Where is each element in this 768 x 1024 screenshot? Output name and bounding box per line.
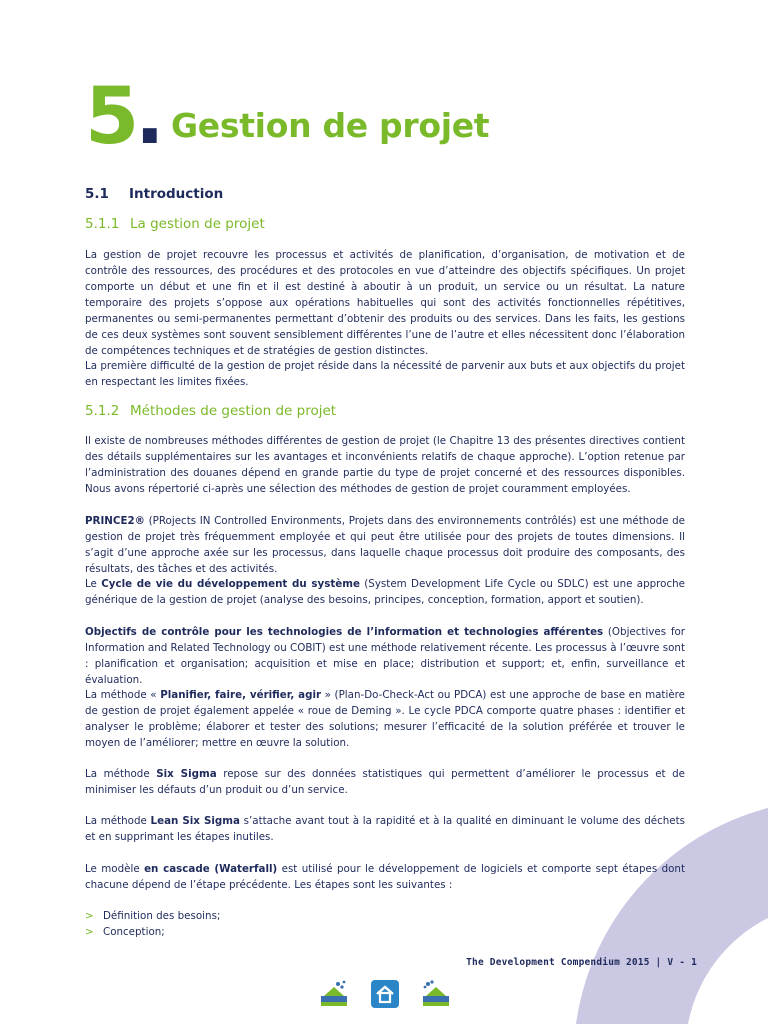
paragraph-lean-six-sigma (85, 813, 685, 845)
paragraph-text: Le (85, 578, 102, 590)
subsection-number: 5.1.1 (85, 216, 120, 232)
paragraph-project-management: La gestion de projet recouvre les processus et activités de planification, d’organisation, de motivation et de contrôle des ressources, des procédures et des protocoles en vue d’atteindre des objectifs spécifiques. Un projet comporte un début et une fin et il est destiné à aboutir à un produit, un service ou un résultat. La nature temporaire des projets s’oppose aux opérations habituelles qui sont des activités fonctionnelles répétitives, permanentes ou semi-permanentes permettant d’obtenir des produits ou des services. Dans les faits, les gestions de ces deux systèmes sont souvent sensiblement différentes l’une de l’autre et elles nécessitent donc l’élaboration de compétences techniques et de stratégies de gestion distinctes. (85, 249, 685, 357)
bullet-marker: > (85, 926, 94, 938)
term-six-sigma: Six Sigma (156, 768, 217, 780)
section-heading (85, 186, 223, 202)
chapter-number: 5 (85, 72, 138, 162)
next-chapter-icon[interactable] (420, 978, 452, 1010)
paragraph-text: La méthode (85, 815, 151, 827)
term-cobit: Objectifs de contrôle pour les technologies de l’information et technologies afférentes (85, 626, 604, 638)
section-title: Introduction (129, 186, 224, 202)
subsection-heading-2 (85, 403, 336, 419)
paragraph-text: est utilisé pour le développement de logiciels et comporte sept étapes dont chacune dépend de l’étape précédente. Les étapes sont les suivantes : (85, 863, 685, 891)
paragraph-methods-intro: Il existe de nombreuses méthodes différentes de gestion de projet (le Chapitre 13 des présentes directives contient des détails supplémentaires sur les avantages et inconvénients relatifs de chaque approche). L’option retenue par l’administration des douanes dépend en grande partie du type de projet concerné et des ressources disponibles. Nous avons répertorié ci-après une sélection des méthodes de gestion de projet couramment employées. (85, 435, 685, 495)
list-item (85, 908, 685, 924)
subsection-title: Méthodes de gestion de projet (130, 403, 337, 419)
subsection-number: 5.1.2 (85, 403, 120, 419)
paragraph-six-sigma (85, 766, 685, 798)
paragraph-text: » (Plan-Do-Check-Act ou PDCA) est une approche de base en matière de gestion de projet également appelée « roue de Deming ». Le cycle PDCA comporte quatre phases : identifier et analyser le problème; élaborer et tester des solutions; mesurer l’efficacité de la solution préférée et trouver le moyen de l’améliorer; mettre en œuvre la solution. (85, 689, 686, 749)
paragraph-text: (Objectives for Information and Related Technology ou COBIT) est une méthode relativement récente. Les processus à l’œuvre sont : planification et organisation; acquisition et mise en place; distribution et support; et, enfin, surveillance et évaluation. (85, 626, 685, 686)
navigation-icons (318, 978, 452, 1010)
paragraph-text: (PRojects IN Controlled Environments, Projets dans des environnements contrôlés) est une méthode de gestion de projet très fréquemment employée et qui peut être utilisée pour des projets de toutes dimensions. Il s’agit d’une approche axée sur les processus, dans laquelle chaque processus doit produire des composants, des résultats, des tâches et des activités. (85, 515, 685, 575)
term-waterfall: en cascade (Waterfall) (144, 863, 278, 875)
paragraph-waterfall (85, 861, 685, 893)
paragraph-text: Le modèle (85, 863, 145, 875)
paragraph-text: (System Development Life Cycle ou SDLC) est une approche générique de la gestion de projet (analyse des besoins, principes, conception, formation, apport et soutien). (85, 578, 685, 606)
bullet-marker: > (85, 910, 94, 922)
section-number: 5.1 (85, 186, 109, 202)
paragraph-text: La méthode « (85, 689, 161, 701)
paragraph-text: La méthode (85, 768, 157, 780)
list-item-text: Conception; (103, 926, 165, 938)
home-icon[interactable] (369, 978, 401, 1010)
list-item-text: Définition des besoins; (103, 910, 221, 922)
term-lean-six-sigma: Lean Six Sigma (150, 815, 240, 827)
subsection-heading-1 (85, 216, 265, 232)
paragraph-first-difficulty: La première difficulté de la gestion de projet réside dans la nécessité de parvenir aux buts et aux objectifs du projet en respectant les limites fixées. (85, 360, 685, 388)
waterfall-steps-list (85, 908, 685, 940)
paragraph-text: s’attache avant tout à la rapidité et à la qualité en diminuant le volume des déchets et en supprimant les étapes inutiles. (85, 815, 685, 843)
list-item (85, 924, 685, 940)
paragraph-sdlc (85, 576, 685, 608)
chapter-number-dot: . (135, 72, 165, 162)
subsection-title: La gestion de projet (130, 216, 265, 232)
page-footer: The Development Compendium 2015 | V - 1 (466, 957, 697, 968)
paragraph-text: repose sur des données statistiques qui permettent d’améliorer le processus et de minimiser les défauts d’un produit ou d’un service. (85, 768, 685, 796)
term-pdca: Planifier, faire, vérifier, agir (160, 689, 322, 701)
paragraph-cobit (85, 624, 685, 688)
term-prince2: PRINCE2® (85, 515, 145, 527)
paragraph-prince2 (85, 513, 685, 577)
chapter-title: Gestion de projet (171, 106, 490, 145)
term-sdlc: Cycle de vie du développement du système (101, 578, 360, 590)
paragraph-pdca (85, 687, 685, 751)
previous-chapter-icon[interactable] (318, 978, 350, 1010)
